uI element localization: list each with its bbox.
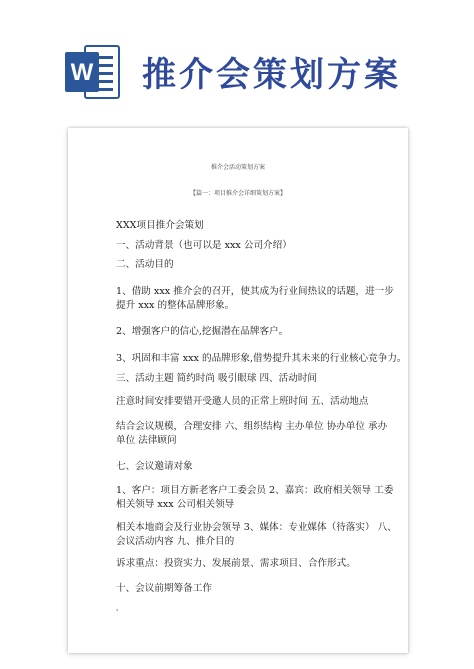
- doc-line: 七、会议邀请对象: [116, 461, 193, 472]
- doc-line: 相关领导 xxx 公司相关领导: [116, 499, 235, 510]
- doc-line: 二、活动目的: [116, 259, 174, 270]
- doc-line: 1、借助 xxx 推介会的召开，使其成为行业间热议的话题，进一步: [116, 286, 394, 297]
- doc-title-line: XXX项目推介会策划: [116, 220, 204, 231]
- doc-line: 注意时间安排要错开受邀人员的正常上班时间 五、活动地点: [116, 396, 369, 407]
- doc-line: 十、会议前期筹备工作: [116, 583, 212, 594]
- doc-line: 一、活动背景（也可以是 xxx 公司介绍）: [116, 240, 292, 251]
- doc-line: 单位 法律顾问: [116, 435, 177, 446]
- banner-title: 推介会策划方案: [142, 55, 401, 95]
- doc-line: 会议活动内容 九、推介目的: [116, 536, 235, 547]
- doc-line: 1、客户：项目方新老客户工委会员 2、嘉宾：政府相关领导 工委: [116, 485, 394, 496]
- doc-line: 3、巩固和丰富 xxx 的品牌形象,借势提升其未来的行业核心竞争力。: [116, 353, 407, 364]
- doc-line: 2、增强客户的信心,挖掘潜在品牌客户。: [116, 326, 289, 337]
- doc-line: 三、活动主题 简约时尚 吸引眼球 四、活动时间: [116, 373, 318, 384]
- text-cursor-mark: ': [116, 608, 119, 617]
- doc-line: 结合会议规模，合理安排 六、组织结构 主办单位 协办单位 承办: [116, 421, 388, 432]
- document-page: [68, 128, 408, 653]
- word-document-icon: [63, 42, 123, 102]
- doc-line: 相关本地商会及行业协会领导 3、媒体：专业媒体（待落实） 八、: [116, 522, 397, 533]
- section-tag: 【篇一：项目推介会详细策划方案】: [189, 190, 286, 197]
- doc-line: 诉求重点：投资实力、发展前景、需求项目、合作形式。: [116, 558, 356, 569]
- title-banner: [0, 0, 474, 125]
- page-header: 推介会活动策划方案: [210, 164, 265, 171]
- doc-line: 提升 xxx 的整体品牌形象。: [116, 300, 235, 311]
- word-icon-letter: W: [70, 59, 94, 86]
